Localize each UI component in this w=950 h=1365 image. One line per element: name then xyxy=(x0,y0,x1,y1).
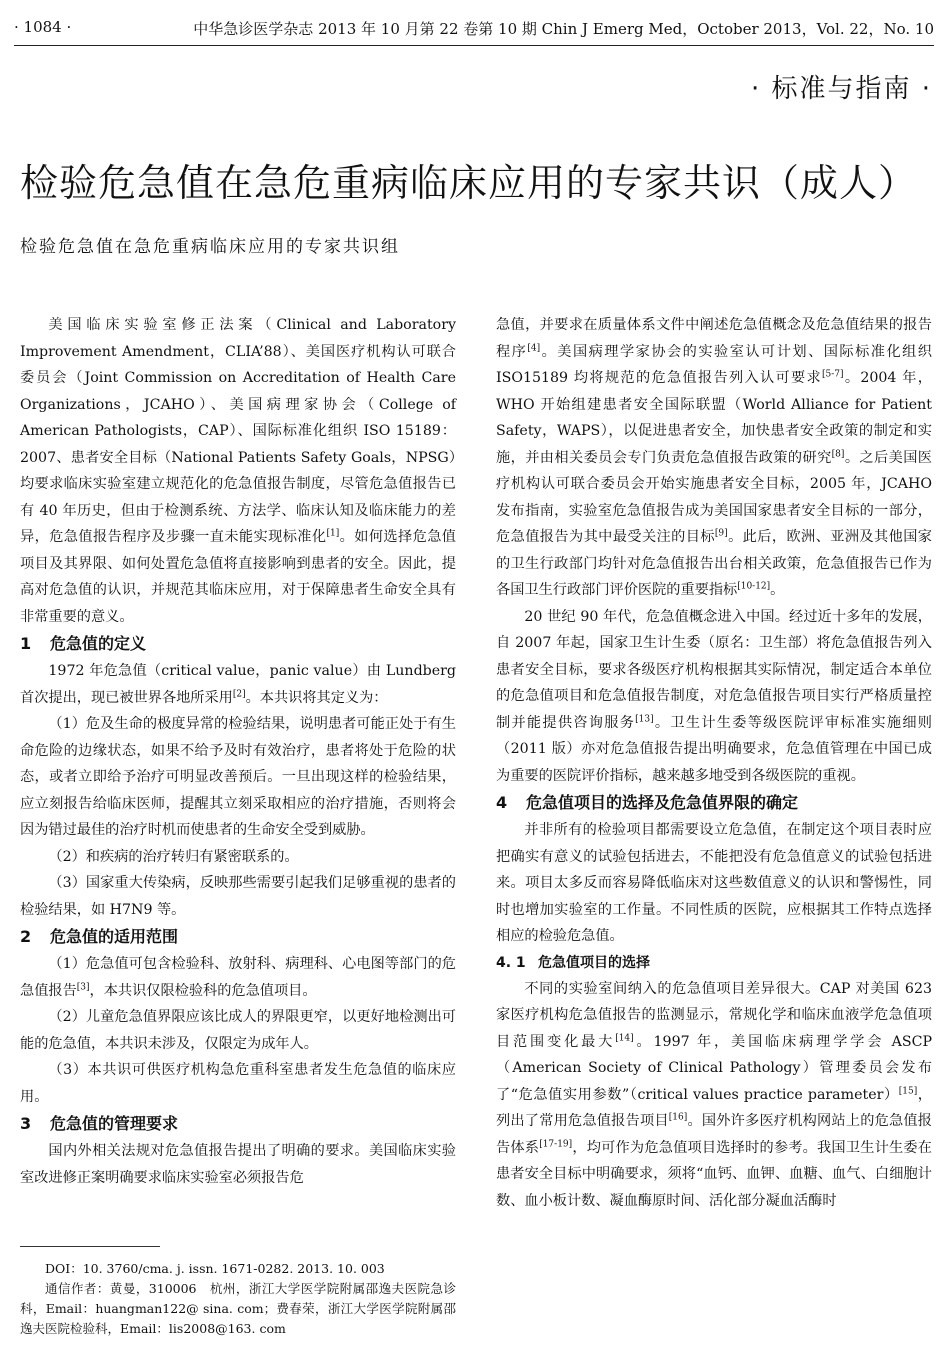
footnote-rule xyxy=(20,1246,160,1247)
citation: [10-12] xyxy=(737,581,771,592)
citation: [9] xyxy=(714,528,728,539)
paragraph: 20 世纪 90 年代，危急值概念进入中国。经过近十多年的发展，自 2007 年起，国家卫生计生委（原名：卫生部）将危急值报告列入患者安全目标，要求各级医疗机构根据其实际情况，制定适合本单位的危急值项目和危急值报告制度，对危急值报告项目实行严格质量控制并能提供咨询服务[13]。卫生计生委等级医院评审标准实施细则（2011 版）亦对危急值报告提出明确要求，危急值管理在中国已成为重要的医院评价指标，越来越多地受到各级医院的重视。 xyxy=(496,608,932,784)
paragraph: 并非所有的检验项目都需要设立危急值，在制定这个项目表时应把确实有意义的试验包括进去，不能把没有危急值意义的试验包括进来。项目太多反而容易降低临床对这些数值意义的认识和警惕性，同时也增加实验室的工作量。不同性质的医院，应根据其工作特点选择相应的检验危急值。 xyxy=(496,822,932,944)
list-item: （2）和疾病的治疗转归有紧密联系的。 xyxy=(48,848,299,865)
citation: [15] xyxy=(898,1085,918,1096)
citation: [16] xyxy=(668,1112,688,1123)
list-item: （1）危及生命的极度异常的检验结果，说明患者可能正处于有生命危险的边缘状态，如果不给予及时有效治疗，患者将处于危险的状态，或者立即给予治疗可明显改善预后。一旦出现这样的检验结果，应立刻报告给临床医师，提醒其立刻采取相应的治疗措施，否则将会因为错过最佳的治疗时机而使患者的生命安全受到威胁。 xyxy=(20,716,456,838)
section-label: · 标准与指南 · xyxy=(750,74,932,104)
list-item: （1）危急值可包含检验科、放射科、病理科、心电图等部门的危急值报告[3]，本共识仅限检验科的危急值项目。 xyxy=(20,956,456,999)
paragraph: 1972 年危急值（critical value，panic value）由 Lundberg 首次提出，现已被世界各地所采用[2]。本共识将其定义为： xyxy=(20,663,456,706)
citation: [4] xyxy=(527,342,541,353)
intro-paragraph: 美国临床实验室修正法案（Clinical and Laboratory Improvement Amendment，CLIA’88）、美国医疗机构认可联合委员会（Joint Commission on Accreditation of Health Care Organizations，JCAHO）、美国病理家协会（College of American Pathologists，CAP）、国际标准化组织 ISO 15189：2007、患者安全目标（National Patients Safety Goals，NPSG）均要求临床实验室建立规范化的危急值报告制度，尽管危急值报告已有 40 年历史，但由于检测系统、方法学、临床认知及临床能力的差异，危急值报告程序及步骤一直未能实现标准化[1]。如何选择危急值项目及其界限、如何处置危急值将直接影响到患者的安全。因此，提高对危急值的认识，并规范其临床应用，对于保障患者生命安全具有非常重要的意义。 xyxy=(20,317,456,625)
page-number: · 1084 · xyxy=(14,18,72,36)
list-item: （3）本共识可供医疗机构急危重科室患者发生危急值的临床应用。 xyxy=(20,1062,456,1105)
header-rule xyxy=(14,45,934,46)
paragraph: 不同的实验室间纳入的危急值项目差异很大。CAP 对美国 623 家医疗机构危急值报告的监测显示，常规化学和临床血液学危急值项目范围变化最大[14]。1997 年，美国临床病理学学会 ASCP（American Society of Clinical Pathology）管理委员会发布了“危急值实用参数”（critical values practice parameter）[15]，列出了常用危急值报告项目[16]。国外许多医疗机构网站上的危急值报告体系[17-19]，均可作为危急值项目选择时的参考。我国卫生计生委在患者安全目标中明确要求，须将“血钙、血钾、血糖、血气、白细胞计数、血小板计数、凝血酶原时间、活化部分凝血活酶时 xyxy=(496,980,932,1209)
doi: DOI：10. 3760/cma. j. issn. 1671-0282. 2013. 10. 003 xyxy=(45,1261,385,1276)
section-heading-4: 4 危急值项目的选择及危急值界限的确定 xyxy=(496,793,799,812)
citation: [1] xyxy=(326,528,340,539)
left-column xyxy=(20,312,456,1191)
citation: [8] xyxy=(831,448,845,459)
section-heading-1: 1 危急值的定义 xyxy=(20,634,147,653)
correspondence: 通信作者：黄曼，310006 杭州，浙江大学医学院附属邵逸夫医院急诊科，Email：huangman122@ sina. com；费春荣，浙江大学医学院附属邵逸夫医院检验科，Email：lis2008@163. com xyxy=(20,1281,456,1336)
footnote xyxy=(20,1246,456,1339)
citation: [13] xyxy=(635,713,654,724)
author-group: 检验危急值在急危重病临床应用的专家共识组 xyxy=(20,237,400,257)
list-item: （2）儿童危急值界限应该比成人的界限更窄，以更好地检测出可能的危急值，本共识未涉及，仅限定为成年人。 xyxy=(20,1009,456,1052)
citation: [2] xyxy=(232,688,246,699)
paragraph: 国内外相关法规对危急值报告提出了明确的要求。美国临床实验室改进修正案明确要求临床实验室必须报告危 xyxy=(20,1143,456,1186)
citation: [14] xyxy=(615,1032,634,1043)
journal-header: 中华急诊医学杂志 2013 年 10 月第 22 卷第 10 期 Chin J Emerg Med，October 2013，Vol. 22，No. 10 xyxy=(193,20,934,38)
section-heading-3: 3 危急值的管理要求 xyxy=(20,1114,179,1133)
paragraph: 急值，并要求在质量体系文件中阐述危急值概念及危急值结果的报告程序[4]。美国病理学家协会的实验室认可计划、国际标准化组织 ISO15189 均将规范的危急值报告列入认可要求[5-7]。2004 年，WHO 开始组建患者安全国际联盟（World Alliance for Patient Safety，WAPS），以促进患者安全，加快患者安全政策的制定和实施，并由相关委员会专门负责危急值报告政策的研究[8]。之后美国医疗机构认可联合委员会开始实施患者安全目标，2005 年，JCAHO 发布指南，实验室危急值报告成为美国国家患者安全目标的一部分，危急值报告为其中最受关注的目标[9]。此后，欧洲、亚洲及其他国家的卫生行政部门均针对危急值报告出台相关政策，危急值报告已作为各国卫生行政部门评价医院的重要指标[10-12]。 xyxy=(496,317,932,598)
article-title: 检验危急值在急危重病临床应用的专家共识（成人） xyxy=(20,161,918,205)
right-column xyxy=(496,312,932,1214)
section-heading-2: 2 危急值的适用范围 xyxy=(20,927,179,946)
citation: [3] xyxy=(76,981,90,992)
subsection-heading-4-1: 4. 1 危急值项目的选择 xyxy=(496,954,650,971)
citation: [17-19] xyxy=(539,1138,573,1149)
citation: [5-7] xyxy=(822,369,844,380)
list-item: （3）国家重大传染病，反映那些需要引起我们足够重视的患者的检验结果，如 H7N9 等。 xyxy=(20,875,456,918)
